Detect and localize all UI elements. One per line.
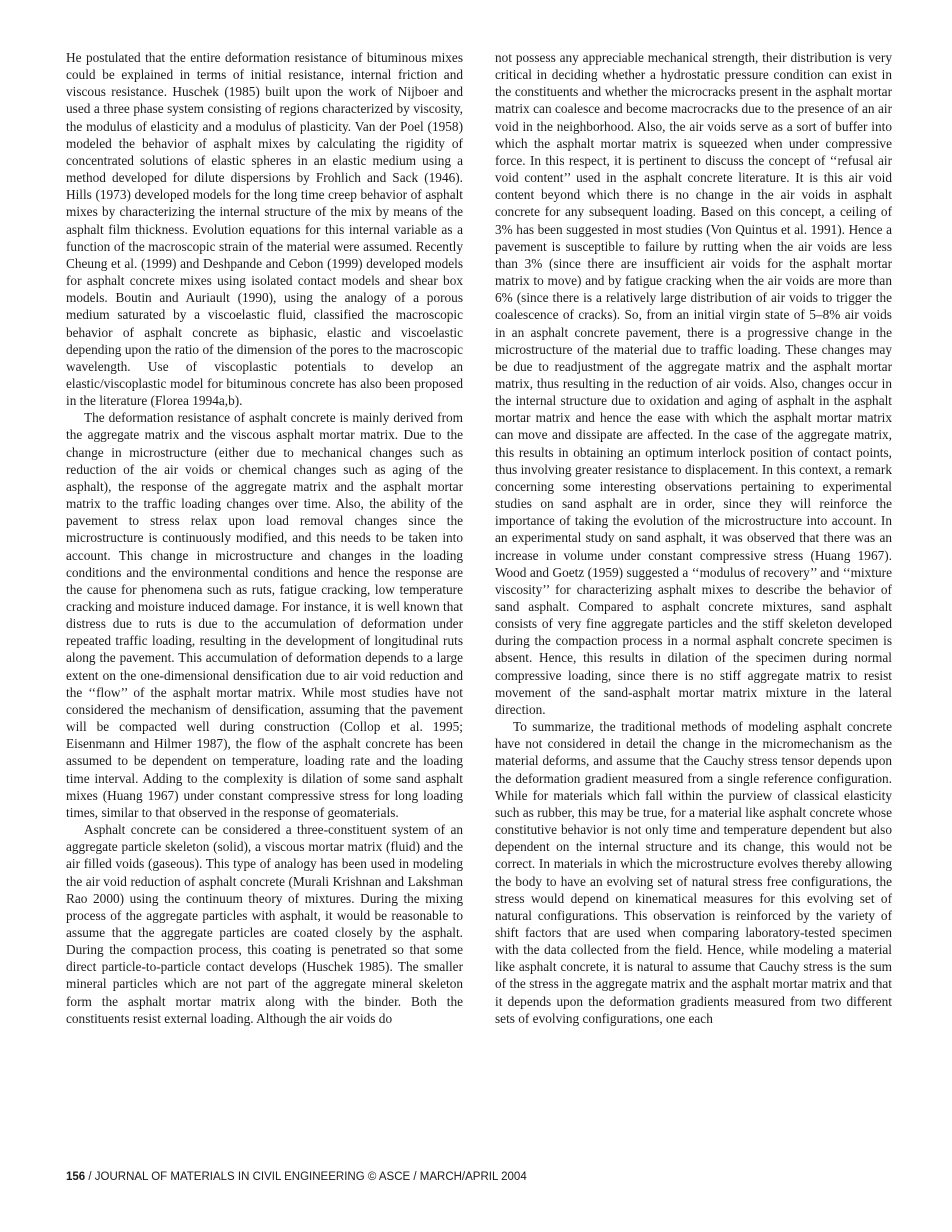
- page-number: 156: [66, 1171, 86, 1183]
- left-column: [66, 49, 463, 1027]
- paragraph: not possess any appreciable mechanical strength, their distribution is very critical in deciding whether a hydrostatic pressure condition can exist in the constituents and whether the microcracks present in the asphalt mortar matrix can coalesce and become macrocracks due to the presence of an air void in the neighborhood. Also, the air voids serve as a sort of buffer into which the asphalt mortar matrix is squeezed when under compressive force. In this respect, it is pertinent to discuss the concept of ‘‘refusal air void content’’ used in the asphalt concrete literature. It is this air void content beyond which there is no change in the air voids in asphalt concrete for any subsequent loading. Based on this concept, a ceiling of 3% has been suggested in most studies (Von Quintus et al. 1991). Hence a pavement is susceptible to failure by rutting when the air voids are less than 3% (since there are insufficient air voids for the asphalt mortar matrix to move) and by fatigue cracking when the air voids are more than 6% (since there is a relatively large distribution of air voids to trigger the coalescence of cracks). So, from an initial virgin state of 5–8% air voids in an asphalt concrete pavement, there is a progressive change in the microstructure of the material due to traffic loading. These changes may be due to readjustment of the aggregate matrix and the asphalt mortar matrix, thus resulting in the reduction of air voids. Also, changes occur in the internal structure due to oxidation and aging of asphalt in the asphalt mortar matrix and hence the ease with which the asphalt mortar matrix can move and dissipate are affected. In the case of the aggregate matrix, this results in obtaining an optimum interlock position of contact points, thus involving greater resistance to displacement. In this context, a remark concerning some interesting observations pertaining to experimental studies on sand asphalt are in order, since they will reinforce the importance of taking the evolution of the microstructure into account. In an experimental study on sand asphalt, it was observed that there was an increase in volume under constant compressive stress (Huang 1967). Wood and Goetz (1959) suggested a ‘‘modulus of recovery’’ and ‘‘mixture viscosity’’ for characterizing asphalt mixes to describe the behavior of sand asphalt. Compared to asphalt concrete mixtures, sand asphalt consists of very fine aggregate particles and the stiff skeleton developed during the compaction process in a normal asphalt concrete specimen is absent. Hence, this results in dilation of the specimen during normal compressive loading, since there is no stiff aggregate matrix to resist movement of the sand-asphalt mortar matrix mixture in the lateral direction.: [495, 50, 892, 717]
- right-column: [495, 49, 892, 1027]
- paragraph: To summarize, the traditional methods of modeling asphalt concrete have not considered in detail the change in the micromechanism as the material deforms, and assume that the Cauchy stress tensor depends upon the deformation gradient measured from a single reference configuration. While for materials which fall within the purview of classical elasticity such as rubber, this may be true, for a material like asphalt concrete whose constitutive behavior is not only time and temperature dependent but also dependent on the internal structure and its change, this would not be correct. In materials in which the microstructure evolves thereby allowing the body to have an evolving set of natural stress free configurations, the stress would depend on kinematical measures for this evolving set of natural configurations. This observation is reinforced by the variety of shift factors that are used when comparing laboratory-tested specimen with the data collected from the field. Hence, while modeling a material like asphalt concrete, it is natural to assume that Cauchy stress is the sum of the stress in the aggregate matrix and the asphalt mortar matrix and that it depends upon the deformation gradients measured from two different sets of evolving configurations, one each: [495, 719, 892, 1026]
- page-footer: [66, 1171, 527, 1183]
- paragraph: He postulated that the entire deformation resistance of bituminous mixes could be explained in terms of initial resistance, internal friction and viscous resistance. Huschek (1985) built upon the work of Nijboer and used a three phase system consisting of regions characterized by viscosity, the modulus of elasticity and a modulus of plasticity. Van der Poel (1958) modeled the behavior of asphalt mixes by calculating the rigidity of concentrated solutions of elastic spheres in an elastic medium using a method developed for dilute dispersions by Frohlich and Sack (1946). Hills (1973) developed models for the long time creep behavior of asphalt mixes by characterizing the internal structure of the mix by means of the asphalt film thickness. Evolution equations for this internal variable as a function of the macroscopic strain of the material were assumed. Recently Cheung et al. (1999) and Deshpande and Cebon (1999) developed models for asphalt concrete mixes using isolated contact models and shear box models. Boutin and Auriault (1990), using the analogy of a porous medium saturated by a viscoelastic fluid, classified the macroscopic behavior of asphalt concrete as biphasic, elastic and viscoelastic depending upon the ratio of the dimension of the pores to the macroscopic wavelength. Use of viscoplastic potentials to develop an elastic/viscoplastic model for bituminous concrete has also been proposed in the literature (Florea 1994a,b).: [66, 50, 463, 409]
- paragraph: The deformation resistance of asphalt concrete is mainly derived from the aggregate matrix and the viscous asphalt mortar matrix. Due to the change in microstructure (either due to mechanical changes such as reduction of the air voids or chemical changes such as aging of the asphalt), the response of the aggregate matrix and the asphalt mortar matrix to the traffic loading changes over time. Also, the ability of the pavement to stress relax upon load removal changes since the microstructure is continuously modified, and this needs to be taken into account. This change in microstructure and changes in the loading conditions and the environmental conditions and hence the response are the cause for phenomena such as ruts, fatigue cracking, low temperature cracking and moisture induced damage. For instance, it is well known that distress due to ruts is due to the accumulation of deformation under repeated traffic loading, resulting in the development of longitudinal ruts along the pavement. This accumulation of deformation depends to a large extent on the one-dimensional densification due to air void reduction and the ‘‘flow’’ of the asphalt mortar matrix. While most studies have not considered the mechanism of densification, assuming that the pavement will be compacted well during construction (Collop et al. 1995; Eisenmann and Hilmer 1987), the flow of the asphalt concrete has been assumed to be dependent on temperature, loading rate and the loading time interval. Adding to the complexity is dilation of some sand asphalt mixes (Huang 1967) under constant compressive stress for long loading times, similar to that observed in the response of geomaterials.: [66, 410, 463, 820]
- paragraph: Asphalt concrete can be considered a three-constituent system of an aggregate particle skeleton (solid), a viscous mortar matrix (fluid) and the air filled voids (gaseous). This type of analogy has been used in modeling the air void reduction of asphalt concrete (Murali Krishnan and Lakshman Rao 2000) using the continuum theory of mixtures. During the mixing process of the aggregate particles with asphalt, it would be reasonable to assume that the aggregate particles are coated closely by the asphalt. During the compaction process, this coating is penetrated so that some direct particle-to-particle contact develops (Huschek 1985). The smaller mineral particles which are not part of the aggregate mineral skeleton form the asphalt mortar matrix along with the binder. Both the constituents resist external loading. Although the air voids do: [66, 822, 463, 1026]
- running-title: / JOURNAL OF MATERIALS IN CIVIL ENGINEERING © ASCE / MARCH/APRIL 2004: [85, 1171, 527, 1183]
